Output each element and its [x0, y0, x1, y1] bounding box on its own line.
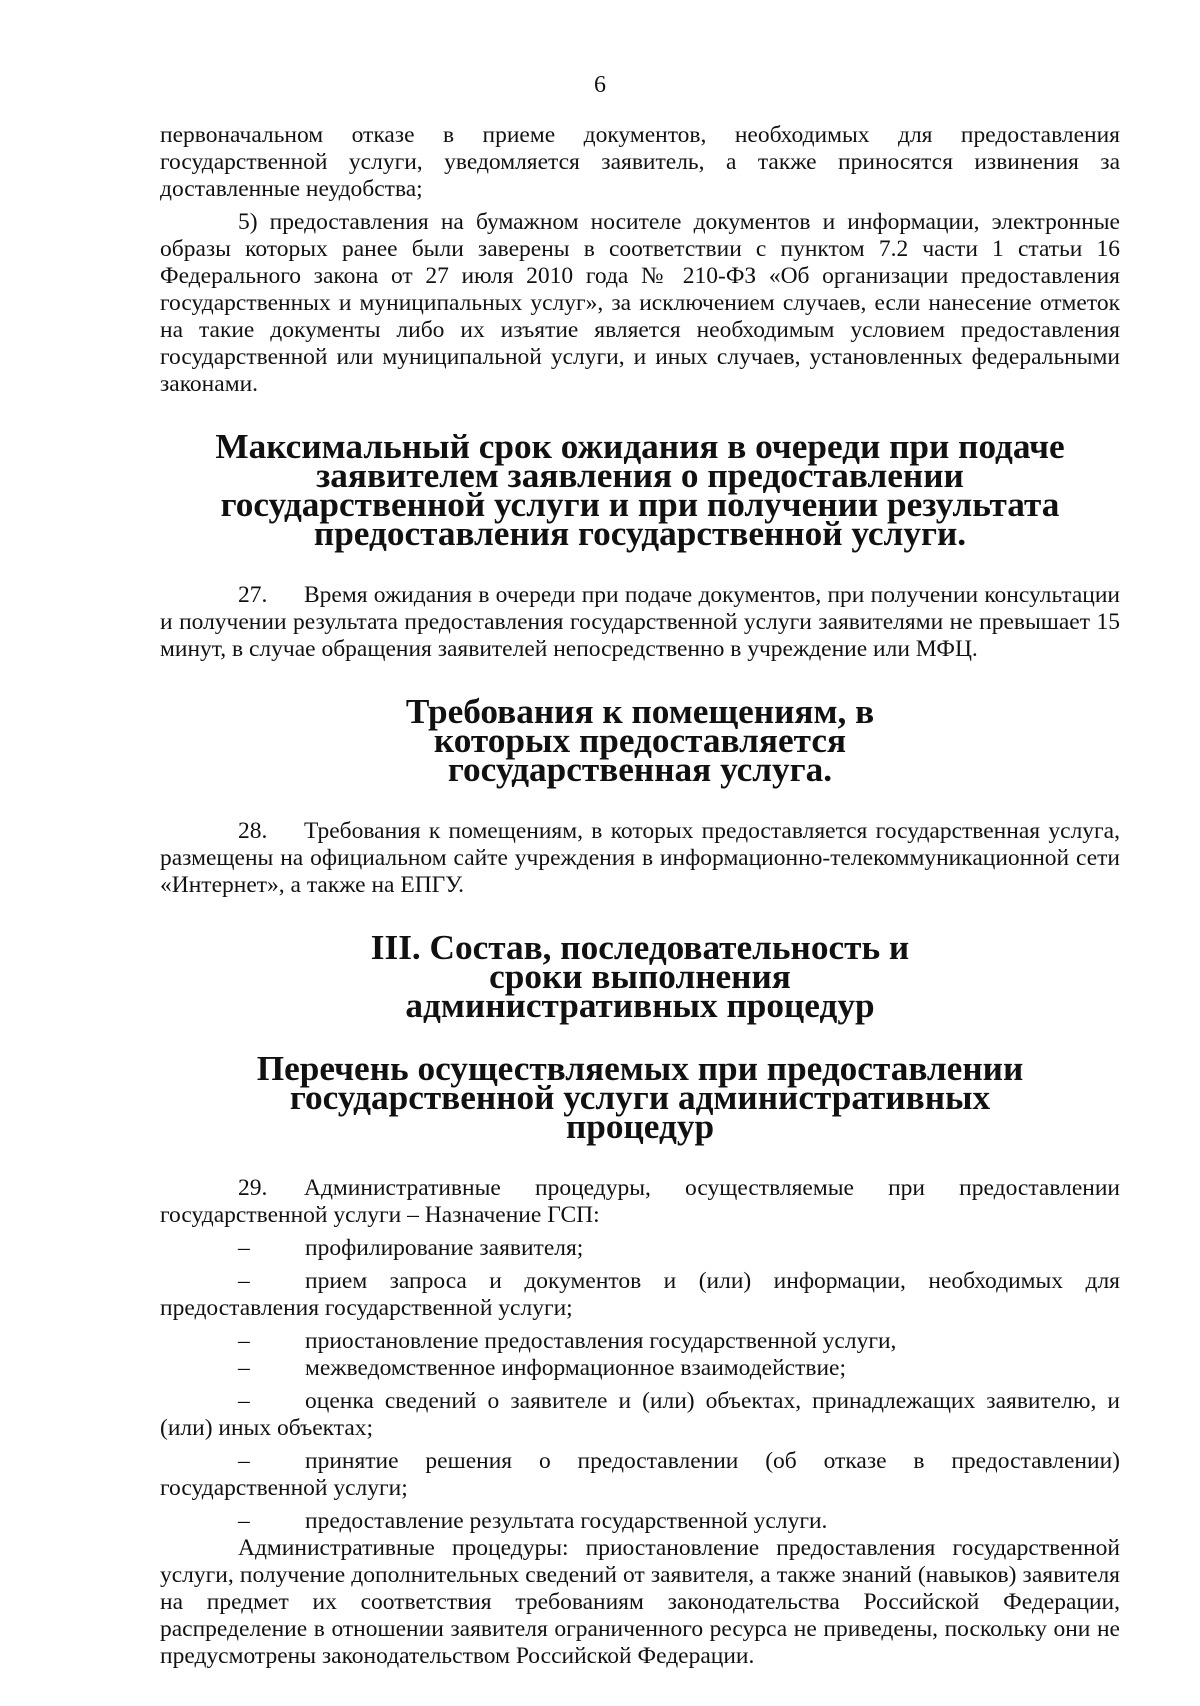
heading-premises: Требования к помещениям, в которых предоставляется государственная услуга. — [405, 692, 875, 789]
page-number: 6 — [594, 72, 606, 98]
procedure-text: предоставление результата государственной услуги. — [305, 1508, 828, 1534]
procedure-item — [160, 1388, 1120, 1442]
dash-symbol: – — [238, 1448, 250, 1474]
paragraph-item-5: 5) предоставления на бумажном носителе документов и информации, электронные образы которых ранее были заверены в соответствии с пунктом 7.2 части 1 статьи 16 Федерального закона от 27 июля 2010 года № 210-ФЗ «Об организации предоставления государственных и муниципальных услуг», за исключением случаев, если нанесение отметок на такие документы либо их изъятие является необходимым условием предоставления государственной или муниципальной услуги, и иных случаев, установленных федеральными законами. — [160, 209, 1120, 397]
paragraph-28-text: Требования к помещениям, в которых предоставляется государственная услуга, размещены на официальном сайте учреждения в информационно-телекоммуникационной сети «Интернет», а также на ЕПГУ. — [160, 818, 1120, 898]
paragraph-28 — [160, 818, 1120, 899]
paragraph-29-number: 29. — [238, 1175, 268, 1201]
paragraph-intro: первоначальном отказе в приеме документов, необходимых для предоставления государственной услуги, уведомляется заявитель, а также приносятся извинения за доставленные неудобства; — [160, 122, 1120, 202]
dash-symbol: – — [238, 1235, 250, 1261]
procedure-text: приостановление предоставления государственной услуги, — [305, 1328, 897, 1354]
procedure-text: межведомственное информационное взаимодействие; — [305, 1355, 847, 1381]
paragraph-closing: Административные процедуры: приостановление предоставления государственной услуги, получение дополнительных сведений от заявителя, а также знаний (навыков) заявителя на предмет их соответствия требованиям законодательства Российской Федерации, распределение в отношении заявителя ограниченного ресурса не приведены, поскольку они не предусмотрены законодательством Российской Федерации. — [160, 1535, 1120, 1669]
heading-section-3: III. Состав, последовательность и сроки выполнения административных процедур — [370, 928, 910, 1025]
paragraph-29 — [160, 1175, 1120, 1229]
document-body — [160, 122, 1120, 1670]
procedure-item — [160, 1508, 1120, 1535]
procedure-text: принятие решения о предоставлении (об отказе в предоставлении) государственной услуги; — [160, 1448, 1120, 1501]
procedure-list — [160, 1235, 1120, 1535]
procedure-item — [160, 1235, 1120, 1262]
dash-symbol: – — [238, 1508, 250, 1534]
procedure-item — [160, 1448, 1120, 1502]
dash-symbol: – — [238, 1328, 250, 1354]
heading-queue-time: Максимальный срок ожидания в очереди при подаче заявителем заявления о предоставлении государственной услуги и при получении результата предоставления государственной услуги. — [215, 427, 1065, 553]
procedure-text: прием запроса и документов и (или) информации, необходимых для предоставления государственной услуги; — [160, 1268, 1120, 1321]
dash-symbol: – — [238, 1355, 250, 1381]
procedure-item — [160, 1268, 1120, 1322]
procedure-text: оценка сведений о заявителе и (или) объектах, принадлежащих заявителю, и (или) иных объектах; — [160, 1388, 1120, 1441]
paragraph-27 — [160, 582, 1120, 663]
procedure-item — [160, 1328, 1120, 1355]
paragraph-29-text: Административные процедуры, осуществляемые при предоставлении государственной услуги – Назначение ГСП: — [160, 1175, 1120, 1228]
heading-procedures-list: Перечень осуществляемых при предоставлении государственной услуги административных процедур — [256, 1049, 1024, 1146]
procedure-item — [160, 1355, 1120, 1382]
paragraph-27-number: 27. — [238, 582, 268, 608]
paragraph-28-number: 28. — [238, 818, 268, 844]
paragraph-27-text: Время ожидания в очереди при подаче документов, при получении консультации и получении результата предоставления государственной услуги заявителями не превышает 15 минут, в случае обращения заявителей непосредственно в учреждение или МФЦ. — [160, 582, 1120, 662]
dash-symbol: – — [238, 1268, 250, 1294]
procedure-text: профилирование заявителя; — [305, 1235, 584, 1261]
dash-symbol: – — [238, 1388, 250, 1414]
